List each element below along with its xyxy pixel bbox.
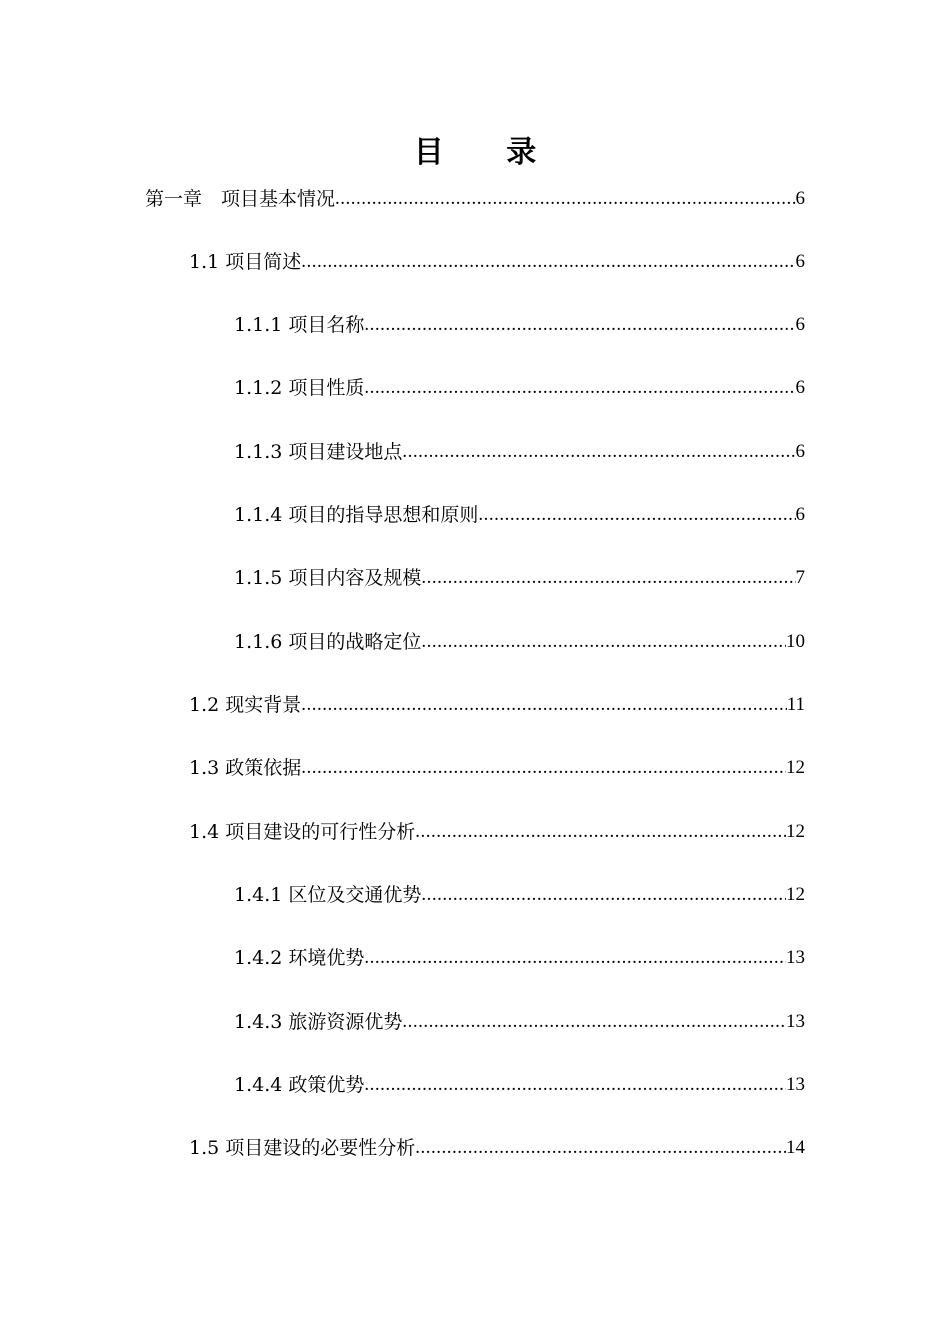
toc-dot-leader	[301, 753, 786, 783]
toc-entry-label: 1.4.3 旅游资源优势	[234, 1011, 403, 1033]
toc-entry-label: 1.4.1 区位及交通优势	[234, 884, 422, 906]
toc-entry-page: 6	[795, 251, 805, 272]
toc-entry[interactable]	[234, 627, 805, 657]
toc-entry-page: 13	[786, 1074, 805, 1095]
toc-entry[interactable]	[234, 310, 805, 340]
toc-entry[interactable]	[145, 184, 805, 214]
toc-dot-leader	[402, 1007, 786, 1037]
toc-entry-label: 1.1.2 项目性质	[234, 377, 365, 399]
toc-entry-label: 1.4.2 环境优势	[234, 947, 365, 969]
toc-entry-page: 6	[795, 188, 805, 209]
toc-entry[interactable]	[234, 500, 805, 530]
toc-entry-label: 1.1.6 项目的战略定位	[234, 631, 422, 653]
toc-dot-leader	[301, 690, 786, 720]
toc-entry-page: 12	[786, 757, 805, 778]
toc-entry[interactable]	[234, 1007, 805, 1037]
toc-entry-label: 1.1.4 项目的指导思想和原则	[234, 504, 479, 526]
toc-entry-page: 13	[786, 947, 805, 968]
toc-entry[interactable]	[234, 563, 805, 593]
toc-title: 目 录	[413, 135, 563, 170]
toc-entry[interactable]	[189, 1133, 805, 1163]
toc-entry-label: 1.1.5 项目内容及规模	[234, 567, 422, 589]
toc-dot-leader	[415, 817, 786, 847]
toc-dot-leader	[421, 627, 786, 657]
toc-dot-leader	[335, 184, 795, 214]
toc-entry[interactable]	[189, 690, 805, 720]
toc-entry-label: 1.5 项目建设的必要性分析	[189, 1137, 416, 1159]
toc-entry[interactable]	[189, 753, 805, 783]
toc-entry-label: 1.1 项目简述	[189, 251, 302, 273]
toc-entry-label: 1.1.3 项目建设地点	[234, 441, 403, 463]
toc-dot-leader	[301, 247, 795, 277]
toc-entry-page: 13	[786, 1011, 805, 1032]
toc-entry[interactable]	[234, 437, 805, 467]
toc-entry-page: 7	[795, 567, 805, 588]
toc-entry-page: 11	[786, 694, 805, 715]
toc-entry-label: 1.1.1 项目名称	[234, 314, 365, 336]
toc-dot-leader	[402, 437, 795, 467]
toc-entry-page: 6	[795, 441, 805, 462]
toc-entry-label: 1.4 项目建设的可行性分析	[189, 821, 416, 843]
toc-dot-leader	[364, 373, 795, 403]
toc-entry-label: 1.3 政策依据	[189, 757, 302, 779]
toc-entry-label: 第一章 项目基本情况	[145, 188, 336, 210]
toc-entry[interactable]	[234, 943, 805, 973]
toc-entry[interactable]	[234, 373, 805, 403]
toc-entry-page: 12	[786, 884, 805, 905]
toc-dot-leader	[364, 310, 795, 340]
toc-entry-page: 10	[786, 631, 805, 652]
toc-entry[interactable]	[234, 1070, 805, 1100]
toc-dot-leader	[364, 1070, 786, 1100]
toc-entry[interactable]	[189, 247, 805, 277]
toc-entry[interactable]	[189, 817, 805, 847]
toc-entry-page: 6	[795, 377, 805, 398]
toc-entry[interactable]	[234, 880, 805, 910]
toc-entry-label: 1.2 现实背景	[189, 694, 302, 716]
toc-dot-leader	[421, 880, 786, 910]
toc-entry-page: 6	[795, 504, 805, 525]
toc-entry-label: 1.4.4 政策优势	[234, 1074, 365, 1096]
toc-entry-page: 12	[786, 821, 805, 842]
toc-dot-leader	[415, 1133, 786, 1163]
toc-dot-leader	[478, 500, 795, 530]
toc-entry-page: 14	[786, 1137, 805, 1158]
toc-dot-leader	[421, 563, 795, 593]
toc-dot-leader	[364, 943, 786, 973]
toc-entry-page: 6	[795, 314, 805, 335]
